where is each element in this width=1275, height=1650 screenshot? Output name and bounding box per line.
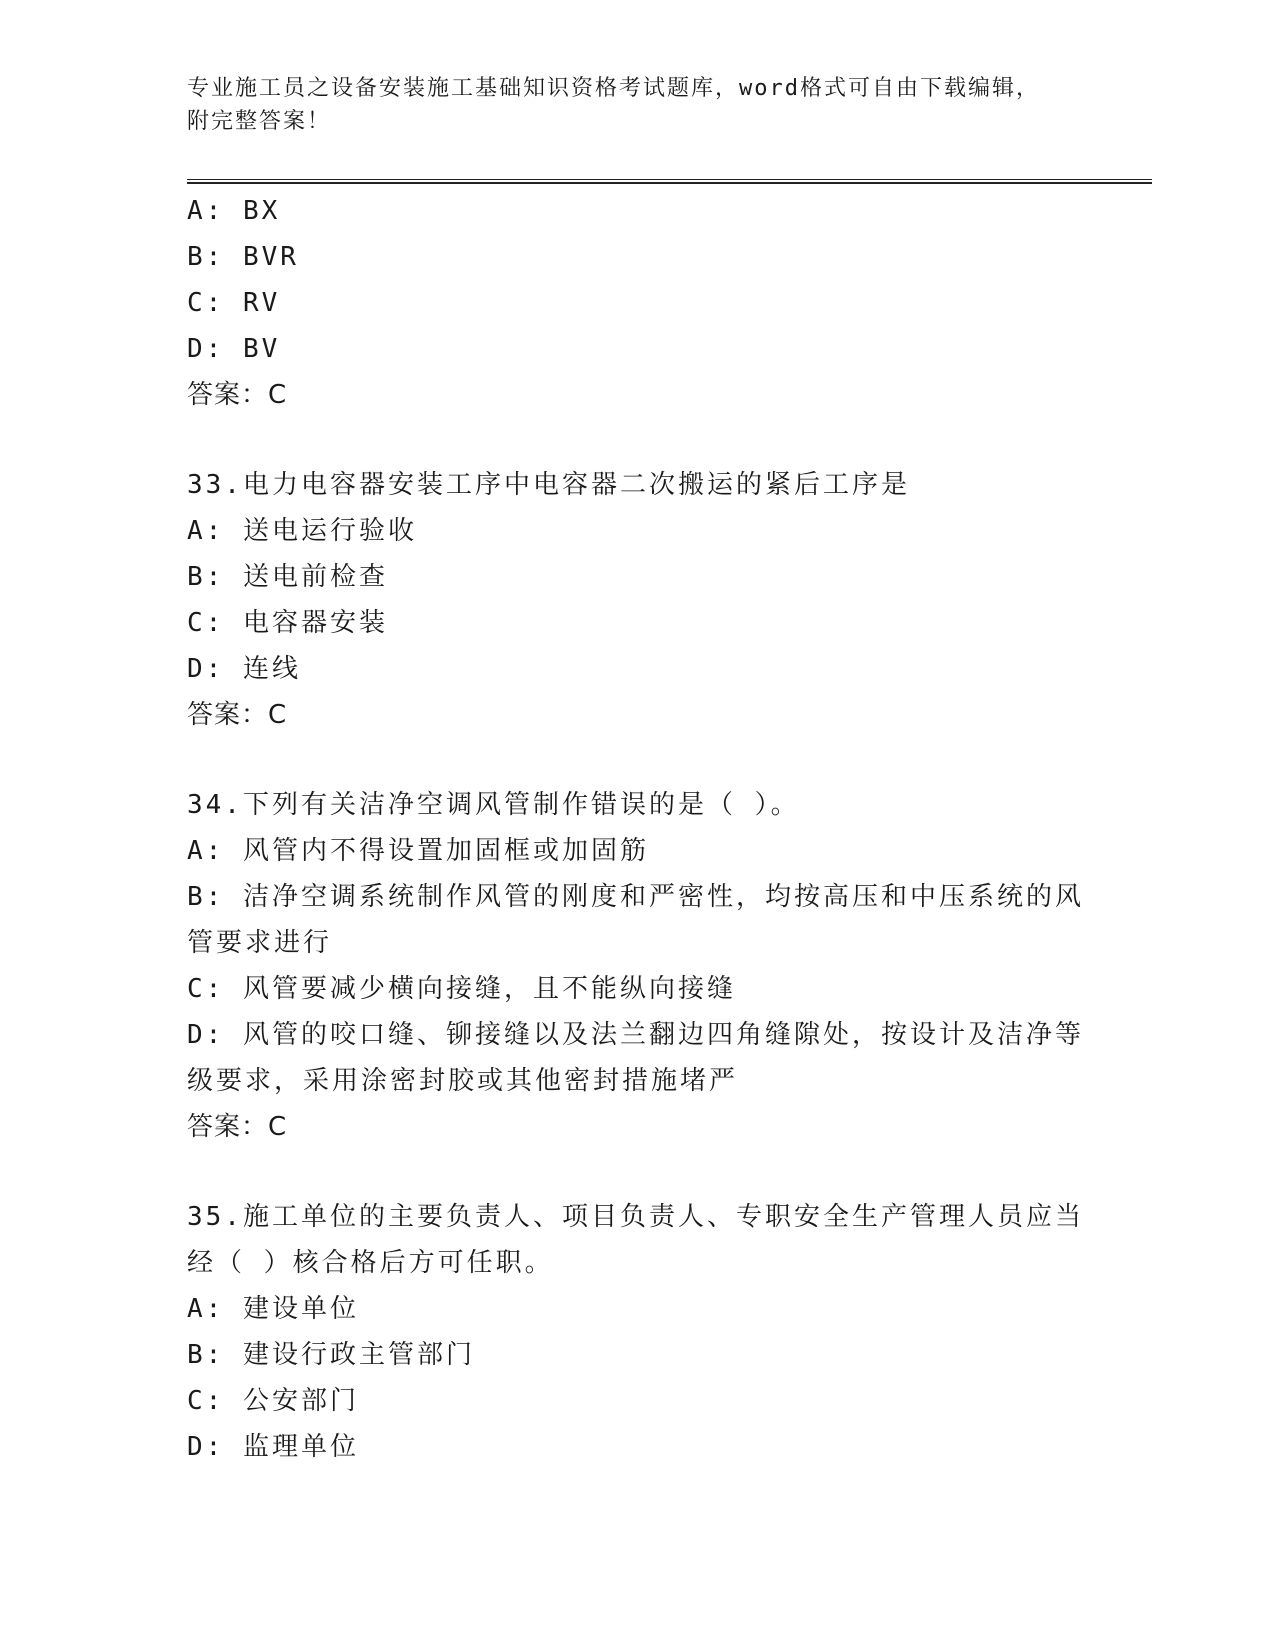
question-content bbox=[187, 188, 1087, 1470]
spacer bbox=[187, 418, 1087, 462]
option-a: A: 送电运行验收 bbox=[187, 516, 417, 546]
option-c: C: 风管要减少横向接缝，且不能纵向接缝 bbox=[187, 974, 736, 1004]
option-a: A: 建设单位 bbox=[187, 1294, 359, 1324]
option-a: A: 风管内不得设置加固框或加固筋 bbox=[187, 836, 649, 866]
header-rule-thick bbox=[187, 182, 1152, 184]
header-line-2: 附完整答案！ bbox=[187, 109, 332, 134]
option-d: D: BV bbox=[187, 334, 281, 364]
option-b: B: 送电前检查 bbox=[187, 562, 388, 592]
question-32 bbox=[187, 188, 1087, 418]
header-line-1: 专业施工员之设备安装施工基础知识资格考试题库，word格式可自由下载编辑， bbox=[187, 76, 1040, 101]
question-text: 34.下列有关洁净空调风管制作错误的是（ ）。 bbox=[187, 790, 800, 820]
option-d: D: 监理单位 bbox=[187, 1432, 359, 1462]
answer: 答案：C bbox=[187, 700, 288, 730]
question-34 bbox=[187, 782, 1087, 1150]
option-c: C: 公安部门 bbox=[187, 1386, 359, 1416]
option-c: C: RV bbox=[187, 288, 281, 318]
document-header bbox=[187, 72, 1067, 138]
spacer bbox=[187, 738, 1087, 782]
question-text: 33.电力电容器安装工序中电容器二次搬运的紧后工序是 bbox=[187, 470, 910, 500]
option-b: B: BVR bbox=[187, 242, 299, 272]
option-b: B: 建设行政主管部门 bbox=[187, 1340, 475, 1370]
answer: 答案：C bbox=[187, 1112, 288, 1142]
option-d: D: 风管的咬口缝、铆接缝以及法兰翻边四角缝隙处，按设计及洁净等级要求，采用涂密封胶或其他密封措施堵严 bbox=[187, 1020, 1084, 1096]
spacer bbox=[187, 1150, 1087, 1194]
option-a: A: BX bbox=[187, 196, 281, 226]
question-text: 35.施工单位的主要负责人、项目负责人、专职安全生产管理人员应当经（ ）核合格后方可任职。 bbox=[187, 1202, 1084, 1278]
answer: 答案：C bbox=[187, 380, 288, 410]
question-35 bbox=[187, 1194, 1087, 1470]
question-33 bbox=[187, 462, 1087, 738]
option-b: B: 洁净空调系统制作风管的刚度和严密性，均按高压和中压系统的风管要求进行 bbox=[187, 882, 1084, 958]
option-d: D: 连线 bbox=[187, 654, 301, 684]
header-rule-thin bbox=[187, 179, 1152, 180]
option-c: C: 电容器安装 bbox=[187, 608, 388, 638]
